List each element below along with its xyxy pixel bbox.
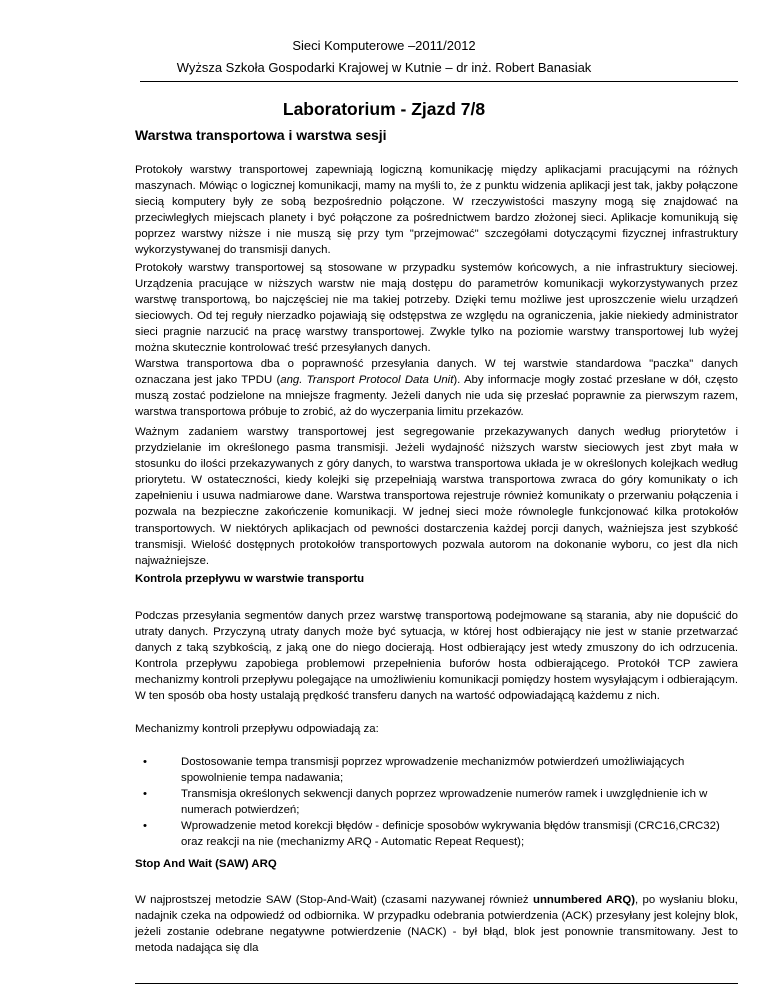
paragraph-7-text-b: , po wysłaniu bloku, nadajnik czeka na odpowiedź od odbiornika. W przypadku odebrania potwierdzenia (ACK) przesyłany jest kolejny blok, jeżeli zostanie odebrane negatywne potwierdzenie (NACK) - był błąd, blok jest ponownie transmitowany. Jest to metoda nadająca się dla [135,894,738,955]
paragraph-7-text-a: W najprostszej metodzie SAW (Stop-And-Wait) (czasami nazywanej również [135,894,533,906]
paragraph-3-text-b: ). Aby informacje mogły zostać przesłane w dół, często muszą zostać podzielone na mniejsze fragmenty. Jeżeli danych nie uda się przesłać poprawnie za pierwszym razem, warstwa transportowa próbuje to zrobić, aż do wyczerpania limitu przekazów. [135,374,738,419]
paragraph-3-text-a: Warstwa transportowa dba o poprawność przesyłania danych. W tej warstwie standardowa "paczka" danych oznaczana jest jako TPDU ( [135,358,738,387]
subheading-flow-control: Kontrola przepływu w warstwie transportu [135,573,365,585]
paragraph-4: Ważnym zadaniem warstwy transportowej jest segregowanie przekazywanych danych według priorytetów i przydzielanie im określonego pasma transmisji. Jeżeli wydajność niższych warstw sieciowych jest zbyt mała w stosunku do ilości przekazywanych z góry danych, to warstwa transportowa układa je w określonych kolejkach według priorytetu. W ostateczności, kiedy kolejki się przepełniają warstwa transportowa zwraca do góry komunikaty o ich zapełnieniu i usuwa nadmiarowe dane. Warstwa transportowa rejestruje również komunikaty o przerwaniu połączenia i pozwala na bezpieczne zakończenie komunikacji. W jednej sieci może równolegle funkcjonować kilka protokołów transportowych. W niektórych aplikacjach od pewności dostarczenia każdej porcji danych, ważniejsza jest szybkość transmisji. Wielość dostępnych protokołów transportowych pozwala autorom na dokonanie wyboru, co jest dla nich najważniejsze. [135,426,738,567]
paragraph-6: Mechanizmy kontroli przepływu odpowiadają za: [135,723,379,735]
header-divider [140,81,738,82]
flow-control-list [135,754,738,851]
paragraph-3-italic: ang. Transport Protocol Data Unit [280,374,454,387]
paragraph-7 [135,892,738,956]
bullet-icon: • [143,756,147,768]
footer-divider [135,983,738,984]
page-title: Laboratorium - Zjazd 7/8 [282,99,486,119]
list-item [135,786,738,818]
section-title: Warstwa transportowa i warstwa sesji [135,127,387,143]
list-item [135,818,738,850]
list-item-text: Dostosowanie tempa transmisji poprzez wprowadzenie mechanizmów potwierdzeń umożliwiających spowolnienie tempa nadawania; [181,756,685,785]
paragraph-1: Protokoły warstwy transportowej zapewniają logiczną komunikację między aplikacjami pracującymi na różnych maszynach. Mówiąc o logicznej komunikacji, mamy na myśli to, że z punktu widzenia aplikacji jest tak, jakby połączone siecią komputery były ze sobą bezpośrednio połączone. W rzeczywistości maszyny mogą się znajdować na przeciwległych miejscach planety i być połączone za pośrednictwem bardzo złożonej sieci. Aplikacje komunikują się poprzez warstwy niższe i nie muszą się przy tym "przejmować" szczegółami dotyczącymi fizycznej infrastruktury wykorzystywanej do transmisji danych. [135,164,738,257]
bullet-icon: • [143,820,147,833]
list-item-text: Transmisja określonych sekwencji danych poprzez wprowadzenie numerów ramek i uwzględnienie ich w numerach potwierdzeń; [181,788,708,817]
paragraph-3 [135,356,738,420]
header-school: Wyższa Szkoła Gospodarki Krajowej w Kutnie – dr inż. Robert Banasiak [176,60,592,75]
subheading-saw: Stop And Wait (SAW) ARQ [135,858,277,870]
paragraph-7-bold: unnumbered ARQ) [532,894,635,906]
bullet-icon: • [143,788,147,801]
list-item-text: Wprowadzenie metod korekcji błędów - definicje sposobów wykrywania błędów transmisji (CRC16,CRC32) oraz reakcji na nie (mechanizmy ARQ - Automatic Repeat Request); [181,820,720,849]
paragraph-5: Podczas przesyłania segmentów danych przez warstwę transportową podejmowane są starania, aby nie dopuścić do utraty danych. Przyczyną utraty danych może być sytuacja, w której host odbierający nie jest w stanie przetwarzać danych z taką szybkością, z jaką one do niego docierają. Host odbierający jest wtedy zmuszony do ich odrzucenia. Kontrola przepływu zapobiega problemowi przepełnienia buforów hosta odbierającego. Protokół TCP zawiera mechanizmy kontroli przepływu polegające na umożliwieniu komunikacji pomiędzy hostem wysyłającym i odbierającym. W ten sposób oba hosty ustalają prędkość transferu danych na wartość odpowiadającą każdemu z nich. [135,610,738,703]
header-course: Sieci Komputerowe –2011/2012 [292,38,476,53]
paragraph-2: Protokoły warstwy transportowej są stosowane w przypadku systemów końcowych, a nie infrastruktury sieciowej. Urządzenia pracujące w niższych warstw nie mają dostępu do parametrów komunikacji wykorzystywanych przez warstwę transportową, bo najczęściej nie ma takiej potrzeby. Dzięki temu możliwe jest uproszczenie wielu urządzeń sieciowych. Od tej reguły nierzadko pojawiają się odstępstwa ze względu na ograniczenia, jakie niekiedy administrator sieci pragnie narzucić na pracę warstwy transportowej. Zwykle tylko na poziomie warstwy transportowej lub wyżej można skutecznie kontrolować treść przesyłanych danych. [135,262,738,355]
list-item [135,754,738,786]
